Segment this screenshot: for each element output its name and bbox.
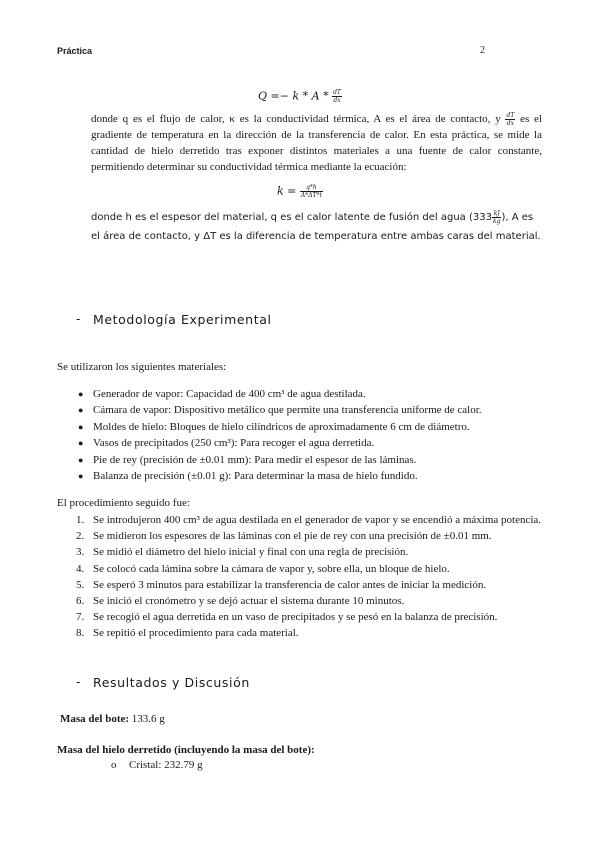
fraction-conductivity: $\frac{q*h}{A*\Delta T*t}$ <box>300 184 322 199</box>
equation-heat-flux: Q =− k * A * $\frac{dT}{dx}$ <box>258 89 341 104</box>
bullet-icon: ● <box>78 389 84 399</box>
result-masa-hielo-heading: Masa del hielo derretido (incluyendo la masa del bote): <box>57 744 315 756</box>
list-item: 1. Se introdujeron 400 cm³ de agua destilada en el generador de vapor y se encendió a máxima potencia. <box>76 514 542 526</box>
section-dash: - <box>76 675 81 689</box>
paragraph-definitions: donde q es el flujo de calor, κ es la conductividad térmica, A es el área de contacto, y $\frac{dT}{dx}$ es el gradiente de temperatura en la dirección de la transferencia de calor. En esta práctica, se mide la cantidad de hielo derretido tras exponer distintos materiales a una fuente de calor constante, permitiendo determinar su conductividad térmica mediante la ecuación: <box>91 111 542 173</box>
list-item: 7. Se recogió el agua derretida en un vaso de precipitados y se pesó en la balanza de precisión. <box>76 611 498 624</box>
list-item: 2. Se midieron los espesores de las láminas con el pie de rey con una precisión de ±0.01 mm. <box>76 530 492 543</box>
fraction-unit-kj-kg: $\frac{kJ}{kg}$ <box>492 209 501 225</box>
bullet-icon: ● <box>78 405 84 416</box>
fraction-dT-dx: $\frac{dT}{dx}$ <box>333 89 341 104</box>
equation-conductivity: k = $\frac{q*h}{A*\Delta T*t}$ <box>277 184 322 199</box>
bullet-icon: ● <box>78 421 84 432</box>
section-heading-metodologia: Metodología Experimental <box>93 312 272 327</box>
list-item: 3. Se midió el diámetro del hielo inicial y final con una regla de precisión. <box>76 546 409 559</box>
result-cristal: Cristal: 232.79 g <box>129 759 203 771</box>
list-item: ● Cámara de vapor: Dispositivo metálico que permite una transferencia uniforme de calor. <box>93 402 482 418</box>
page-number: 2 <box>480 45 485 56</box>
procedure-intro: El procedimiento seguido fue: <box>57 497 190 509</box>
list-item: ● Balanza de precisión (±0.01 g): Para determinar la masa de hielo fundido. <box>93 468 482 484</box>
list-item: ● Vasos de precipitados (250 cm³): Para recoger el agua derretida. <box>93 435 482 451</box>
paragraph-variables: donde h es el espesor del material, q es el calor latente de fusión del agua (333 $\frac{kJ}{kg}$ ), A es el área de contacto, y ΔT es la diferencia de temperatura entre ambas caras del material. <box>91 209 541 242</box>
fraction-gradient: $\frac{dT}{dx}$ <box>506 111 515 127</box>
list-item: ● Pie de rey (precisión de ±0.01 mm): Para medir el espesor de las láminas. <box>93 452 482 468</box>
result-masa-bote: Masa del bote: 133.6 g <box>60 713 165 725</box>
bullet-icon: ● <box>78 470 84 481</box>
section-dash: - <box>76 312 81 326</box>
sub-bullet-icon: o <box>111 759 117 771</box>
bullet-icon: ● <box>78 454 84 465</box>
procedure-list <box>76 512 548 642</box>
list-item: 5. Se esperó 3 minutos para estabilizar la transferencia de calor antes de iniciar la medición. <box>76 578 487 591</box>
header-title: Práctica <box>57 46 93 56</box>
list-item: ● Generador de vapor: Capacidad de 400 cm³ de agua destilada. <box>93 386 482 402</box>
materials-intro: Se utilizaron los siguientes materiales: <box>57 361 227 373</box>
list-item: 4. Se colocó cada lámina sobre la cámara de vapor y, sobre ella, un bloque de hielo. <box>76 562 450 575</box>
bullet-icon: ● <box>78 438 84 449</box>
materials-list <box>78 386 482 484</box>
list-item: ● Moldes de hielo: Bloques de hielo cilíndricos de aproximadamente 6 cm de diámetro. <box>93 419 482 435</box>
list-item: 6. Se inició el cronómetro y se dejó actuar el sistema durante 10 minutos. <box>76 595 405 608</box>
section-heading-resultados: Resultados y Discusión <box>93 675 250 690</box>
list-item: 8. Se repitió el procedimiento para cada material. <box>76 627 299 640</box>
